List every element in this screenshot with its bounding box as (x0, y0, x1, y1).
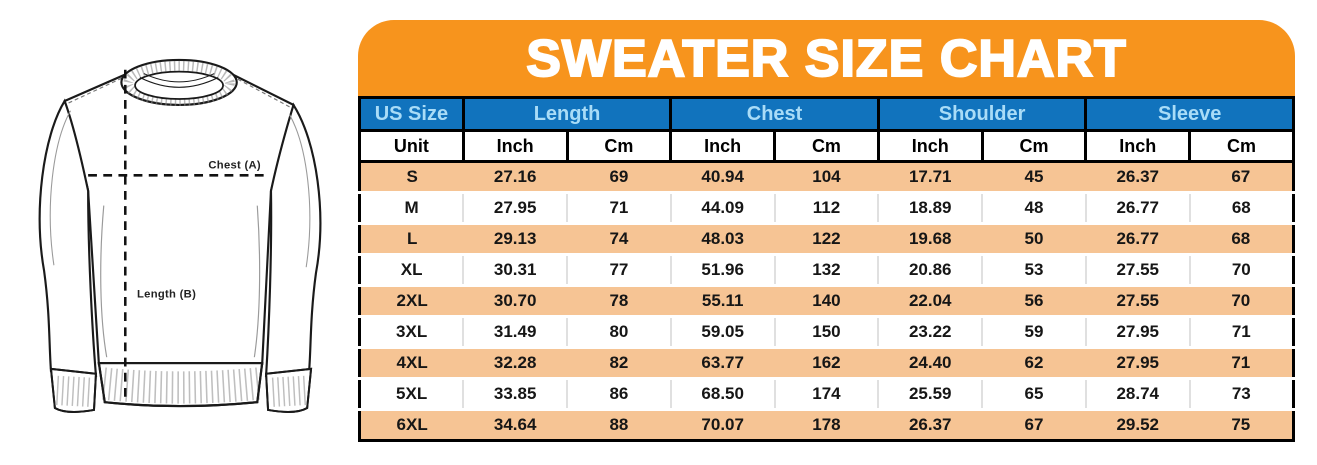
value-cell: 67 (982, 410, 1086, 441)
value-cell: 27.55 (1086, 255, 1190, 286)
chest-label: Chest (A) (208, 159, 261, 172)
value-cell: 59.05 (671, 317, 775, 348)
table-row-s (360, 162, 1294, 193)
value-cell: 50 (982, 224, 1086, 255)
value-cell: 40.94 (671, 162, 775, 193)
table-row-6xl (360, 410, 1294, 441)
size-table (358, 96, 1295, 442)
value-cell: 59 (982, 317, 1086, 348)
column-group-length: Length (463, 98, 671, 131)
value-cell: 71 (1190, 317, 1294, 348)
unit-cell: Inch (671, 131, 775, 162)
unit-cell: Inch (1086, 131, 1190, 162)
size-cell: XL (360, 255, 464, 286)
unit-cell: Cm (1190, 131, 1294, 162)
length-label: Length (B) (137, 288, 197, 301)
value-cell: 150 (775, 317, 879, 348)
value-cell: 112 (775, 193, 879, 224)
size-cell: 3XL (360, 317, 464, 348)
value-cell: 86 (567, 379, 671, 410)
size-cell: 2XL (360, 286, 464, 317)
value-cell: 71 (1190, 348, 1294, 379)
value-cell: 68 (1190, 193, 1294, 224)
sweater-body (65, 74, 294, 364)
size-cell: 4XL (360, 348, 464, 379)
value-cell: 53 (982, 255, 1086, 286)
value-cell: 88 (567, 410, 671, 441)
value-cell: 162 (775, 348, 879, 379)
value-cell: 174 (775, 379, 879, 410)
table-row-3xl (360, 317, 1294, 348)
unit-cell: Cm (775, 131, 879, 162)
value-cell: 73 (1190, 379, 1294, 410)
value-cell: 30.31 (463, 255, 567, 286)
value-cell: 18.89 (878, 193, 982, 224)
value-cell: 74 (567, 224, 671, 255)
value-cell: 29.13 (463, 224, 567, 255)
unit-header: Unit (360, 131, 464, 162)
value-cell: 51.96 (671, 255, 775, 286)
table-row-2xl (360, 286, 1294, 317)
value-cell: 63.77 (671, 348, 775, 379)
value-cell: 23.22 (878, 317, 982, 348)
page-title: SWEATER SIZE CHART (526, 30, 1127, 88)
column-group-shoulder: Shoulder (878, 98, 1086, 131)
value-cell: 26.77 (1086, 224, 1190, 255)
value-cell: 55.11 (671, 286, 775, 317)
value-cell: 20.86 (878, 255, 982, 286)
value-cell: 78 (567, 286, 671, 317)
value-cell: 26.37 (878, 410, 982, 441)
column-group-sleeve: Sleeve (1086, 98, 1294, 131)
value-cell: 28.74 (1086, 379, 1190, 410)
value-cell: 178 (775, 410, 879, 441)
column-group-us-size: US Size (360, 98, 464, 131)
value-cell: 27.55 (1086, 286, 1190, 317)
value-cell: 140 (775, 286, 879, 317)
value-cell: 70.07 (671, 410, 775, 441)
title-banner (358, 20, 1295, 96)
unit-cell: Inch (463, 131, 567, 162)
value-cell: 48.03 (671, 224, 775, 255)
value-cell: 33.85 (463, 379, 567, 410)
column-group-chest: Chest (671, 98, 879, 131)
value-cell: 132 (775, 255, 879, 286)
unit-cell: Cm (982, 131, 1086, 162)
value-cell: 45 (982, 162, 1086, 193)
value-cell: 26.77 (1086, 193, 1190, 224)
value-cell: 69 (567, 162, 671, 193)
value-cell: 27.95 (1086, 317, 1190, 348)
column-group-row (360, 98, 1294, 131)
size-cell: 5XL (360, 379, 464, 410)
value-cell: 68.50 (671, 379, 775, 410)
value-cell: 32.28 (463, 348, 567, 379)
size-cell: L (360, 224, 464, 255)
value-cell: 17.71 (878, 162, 982, 193)
value-cell: 29.52 (1086, 410, 1190, 441)
value-cell: 122 (775, 224, 879, 255)
value-cell: 22.04 (878, 286, 982, 317)
value-cell: 34.64 (463, 410, 567, 441)
table-row-xl (360, 255, 1294, 286)
unit-cell: Inch (878, 131, 982, 162)
value-cell: 71 (567, 193, 671, 224)
value-cell: 25.59 (878, 379, 982, 410)
value-cell: 62 (982, 348, 1086, 379)
value-cell: 82 (567, 348, 671, 379)
unit-cell: Cm (567, 131, 671, 162)
size-chart-panel (358, 20, 1295, 442)
table-row-m (360, 193, 1294, 224)
value-cell: 27.95 (1086, 348, 1190, 379)
value-cell: 56 (982, 286, 1086, 317)
table-row-4xl (360, 348, 1294, 379)
value-cell: 75 (1190, 410, 1294, 441)
value-cell: 48 (982, 193, 1086, 224)
table-row-5xl (360, 379, 1294, 410)
unit-row (360, 131, 1294, 162)
value-cell: 70 (1190, 255, 1294, 286)
value-cell: 77 (567, 255, 671, 286)
value-cell: 24.40 (878, 348, 982, 379)
value-cell: 65 (982, 379, 1086, 410)
value-cell: 70 (1190, 286, 1294, 317)
value-cell: 19.68 (878, 224, 982, 255)
value-cell: 30.70 (463, 286, 567, 317)
value-cell: 27.95 (463, 193, 567, 224)
value-cell: 67 (1190, 162, 1294, 193)
value-cell: 44.09 (671, 193, 775, 224)
table-head (360, 98, 1294, 162)
value-cell: 68 (1190, 224, 1294, 255)
value-cell: 31.49 (463, 317, 567, 348)
value-cell: 104 (775, 162, 879, 193)
sweater-diagram (6, 0, 358, 465)
value-cell: 26.37 (1086, 162, 1190, 193)
size-cell: S (360, 162, 464, 193)
value-cell: 80 (567, 317, 671, 348)
table-row-l (360, 224, 1294, 255)
value-cell: 27.16 (463, 162, 567, 193)
table-body (360, 162, 1294, 441)
size-cell: 6XL (360, 410, 464, 441)
size-cell: M (360, 193, 464, 224)
